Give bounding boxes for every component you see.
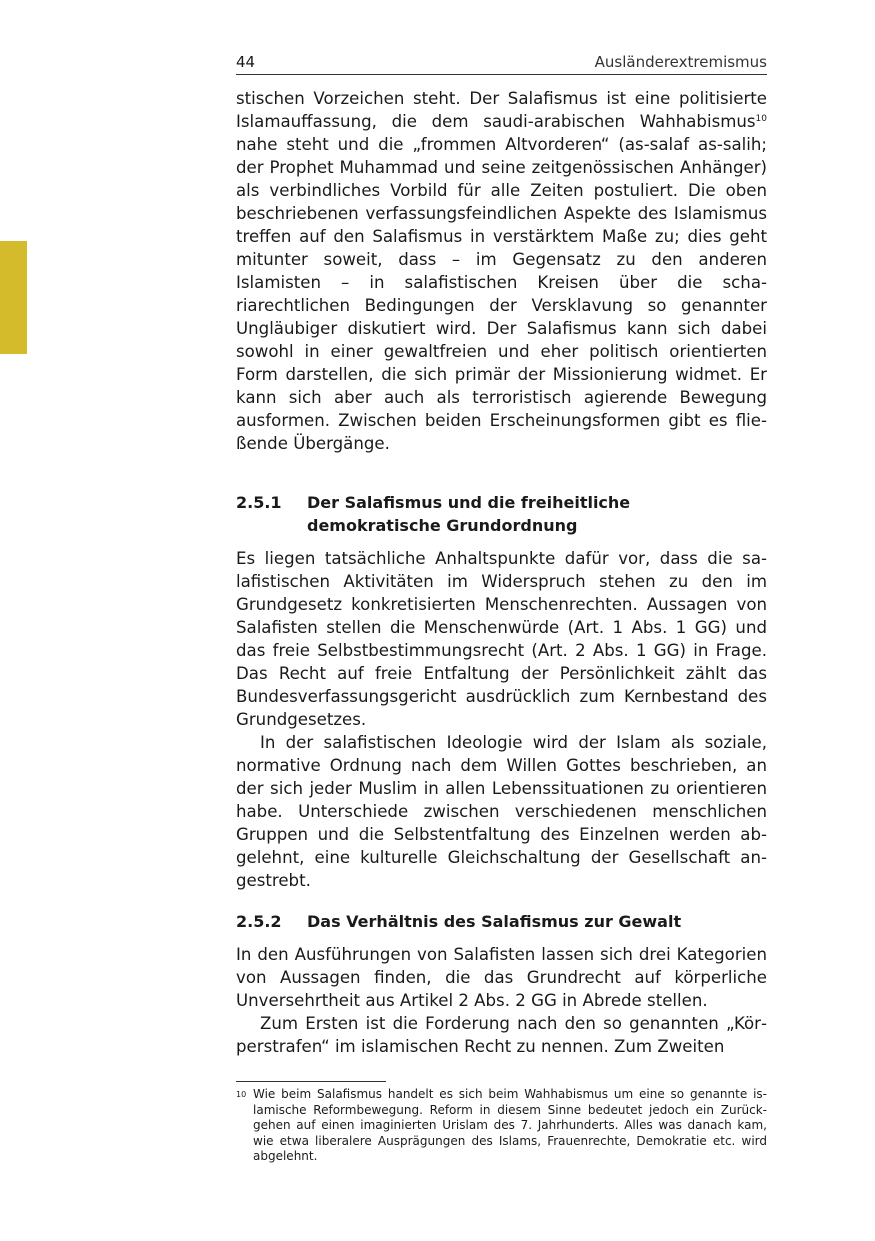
section-number: 2.5.1 [236,493,282,512]
section-number: 2.5.2 [236,912,282,931]
section-2-paragraph-1: In den Ausführungen von Salafisten lassen sich drei Kategorien von Aussagen finden, die das Grundrecht auf körperliche Unversehrtheit aus Artikel 2 Abs. 2 GG in Abrede stellen. [236,945,767,1010]
footnote [236,1087,767,1165]
footnote-number: 10 [236,1090,247,1099]
intro-text-after-note: nahe steht und die „frommen Altvorderen“ (as-salaf as-salih; der Prophet Muhammad und seine zeitgenössischen Anhänger) als verbindliches Vorbild für alle Zeiten postuliert. Die oben beschriebenen verfassungsfeindlichen Aspekte des Islamismus treffen auf den Salafismus in verstärktem Maße zu; dies geht mitunter soweit, dass – im Gegensatz zu den anderen Islamisten – in salafistischen Kreisen über die schariarechtlichen Bedingungen der Versklavung so genannter Ungläubiger diskutiert wird. Der Salafismus kann sich dabei sowohl in einer gewaltfreien und eher politisch orientierten Form darstellen, die sich primär der Missionierung widmet. Er kann sich aber auch als terroristisch agierende Bewegung ausformen. Zwischen beiden Erscheinungsformen gibt es fließende Übergänge. [236,135,767,453]
chapter-tab-marker [0,241,27,354]
footnote-text: Wie beim Salafismus handelt es sich beim Wahhabismus um eine so genannte islamische Reformbewegung. Reform in diesem Sinne bedeutet jedoch ein Zurückgehen auf einen imaginierten Urislam des 7. Jahrhunderts. Alles was danach kam, wie etwa liberalere Ausprägungen des Islams, Frauenrechte, Demokratie etc. wird abgelehnt. [253,1087,767,1163]
intro-paragraph [236,87,767,455]
footnote-divider [236,1081,386,1082]
section-2-paragraph-2: Zum Ersten ist die Forderung nach den so genannten „Körperstrafen“ im islamischen Recht zu nennen. Zum Zweiten [236,1014,767,1056]
intro-text-before-note: stischen Vorzeichen steht. Der Salafismus ist eine politisierte Islamauffassung, die dem saudi-arabischen Wahhabismus [236,89,767,131]
section-heading-2-5-2 [236,910,767,933]
running-header [236,51,767,75]
section-1-paragraph-2: In der salafistischen Ideologie wird der Islam als soziale, normative Ordnung nach dem Willen Gottes beschrieben, an der sich jeder Muslim in allen Lebenssituationen zu orientieren habe. Unterschiede zwischen verschiedenen menschlichen Gruppen und die Selbstentfaltung des Einzelnen werden abgelehnt, eine kulturelle Gleichschaltung der Gesellschaft angestrebt. [236,733,767,890]
page-number: 44 [236,53,256,71]
page-body [236,87,767,1058]
footnote-reference: 10 [755,114,767,124]
running-title: Ausländerextremismus [594,53,767,71]
section-heading-2-5-1 [236,491,767,537]
section-title: Das Verhältnis des Salafismus zur Gewalt [307,912,682,931]
section-title: Der Salafismus und die freiheitliche demokratische Grundordnung [307,493,631,535]
section-1-paragraph-1: Es liegen tatsächliche Anhaltspunkte dafür vor, dass die salafistischen Aktivitäten im Widerspruch stehen zu den im Grundgesetz konkretisierten Menschenrechten. Aussagen von Salafisten stellen die Menschenwürde (Art. 1 Abs. 1 GG) und das freie Selbstbestimmungsrecht (Art. 2 Abs. 1 GG) in Frage. Das Recht auf freie Entfaltung der Persönlichkeit zählt das Bundesverfassungsgericht ausdrücklich zum Kernbestand des Grundgesetzes. [236,549,767,729]
